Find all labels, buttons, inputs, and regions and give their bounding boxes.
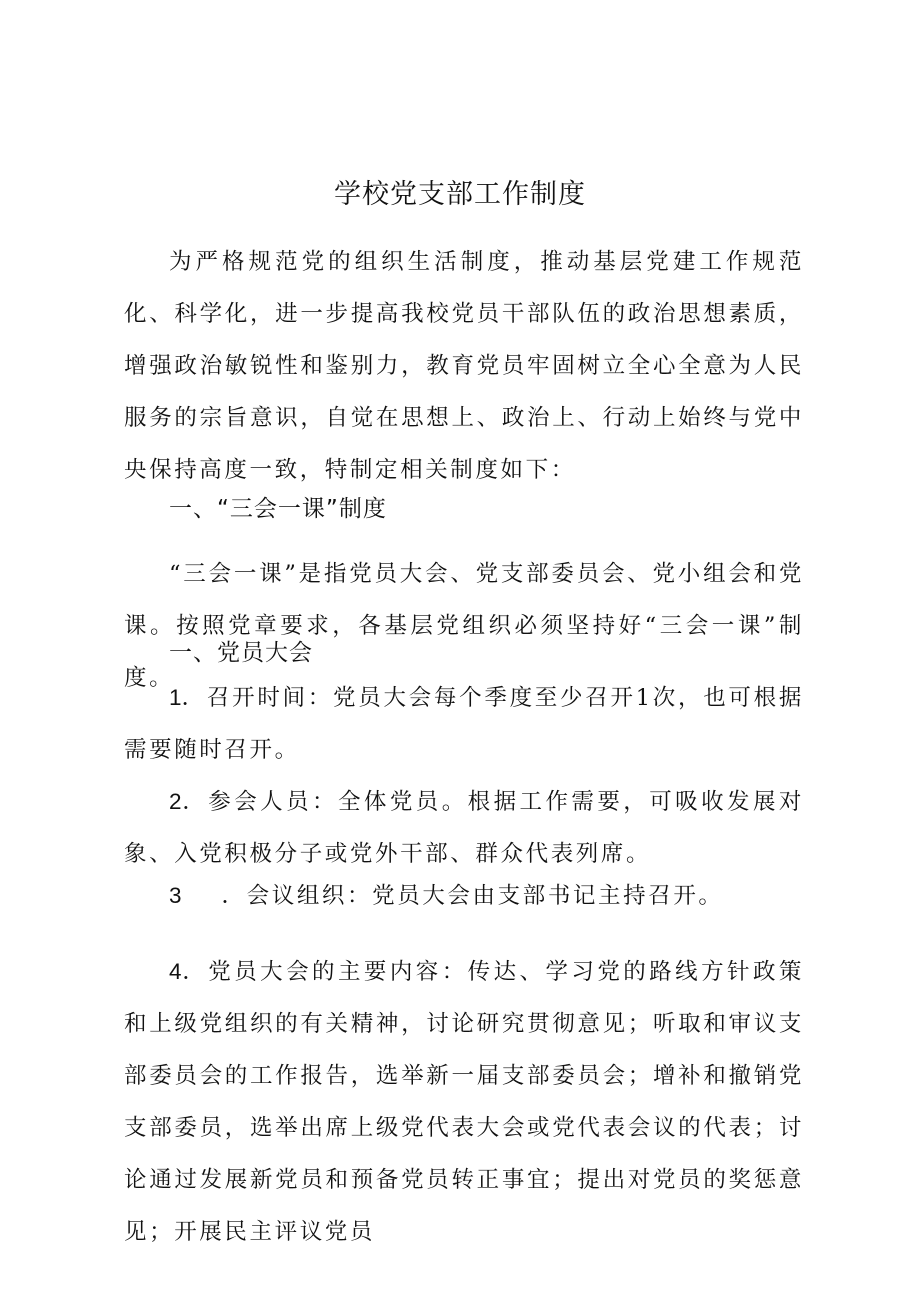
item-number: 4 [169, 959, 182, 984]
item-number: 3 [169, 883, 182, 908]
list-item [124, 776, 804, 880]
sanhui-yike-paragraph: “三会一课”是指党员大会、党支部委员会、党小组会和党课。按照党章要求，各基层党组织必须坚持好“三会一课”制度。 [124, 561, 804, 691]
intro-paragraph: 为严格规范党的组织生活制度，推动基层党建工作规范化、科学化，进一步提高我校党员干部队伍的政治思想素质，增强政治敏锐性和鉴别力，教育党员牢固树立全心全意为人民服务的宗旨意识，自觉在思想上、政治上、行动上始终与党中央保持高度一致，特制定相关制度如下： [124, 249, 804, 483]
section-heading-sanhui-yike: 一、“三会一课”制度 [169, 496, 387, 522]
item-text: ．参会人员：全体党员。根据工作需要，可吸收发展对象、入党积极分子或党外干部、群众代表列席。 [124, 789, 804, 867]
list-item [124, 672, 804, 776]
section-heading-party-congress: 一、党员大会 [169, 640, 313, 666]
list-item [124, 870, 804, 922]
item-text: ．召开时间：党员大会每个季度至少召开1次，也可根据需要随时召开。 [124, 685, 804, 763]
document-title: 学校党支部工作制度 [334, 179, 586, 210]
item-text: ．会议组织：党员大会由支部书记主持召开。 [221, 883, 724, 909]
item-number: 1 [169, 685, 182, 710]
item-text: ．党员大会的主要内容：传达、学习党的路线方针政策和上级党组织的有关精神，讨论研究贯彻意见；听取和审议支部委员会的工作报告，选举新一届支部委员会；增补和撤销党支部委员，选举出席上级党代表大会或党代表会议的代表；讨论通过发展新党员和预备党员转正事宜；提出对党员的奖惩意见；开展民主评议党员 [124, 959, 804, 1245]
list-item [124, 946, 804, 1258]
item-number: 2 [169, 789, 182, 814]
